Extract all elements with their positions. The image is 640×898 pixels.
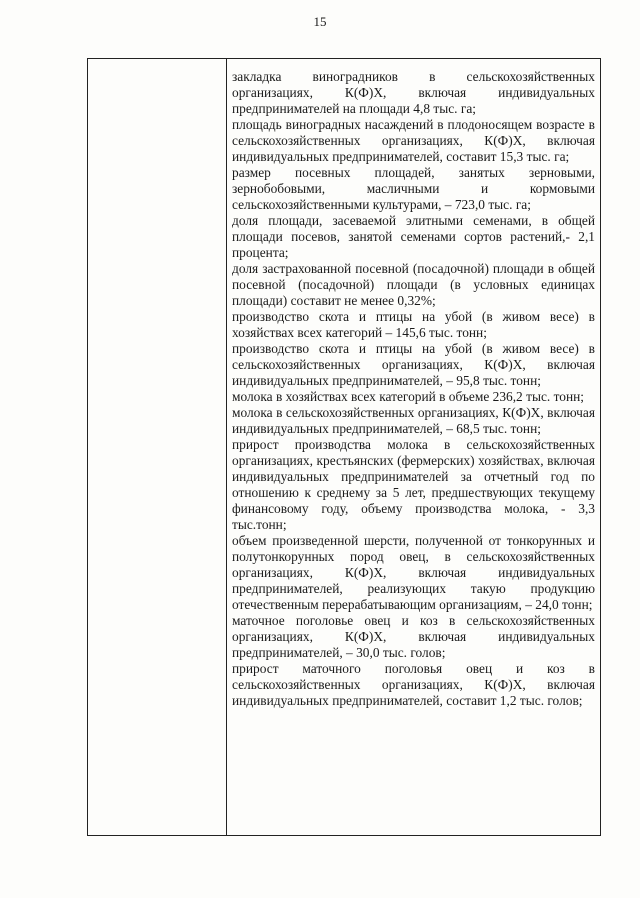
paragraph-milk-growth: прирост производства молока в сельскохозяйственных организациях, крестьянских (фермерских) хозяйствах, включая индивидуальных предпринимателей за отчетный год по отношению к среднему за 5 лет, предшествующих текущему финансовому году, объему производства молока, - 3,3 тыс.тонн;: [232, 437, 595, 532]
paragraph-insured-area: доля застрахованной посевной (посадочной) площади в общей посевной (посадочной) площади (в условных единицах площади) составит не менее 0,32%;: [232, 261, 595, 308]
paragraph-elite-seeds: доля площади, засеваемой элитными семенами, в общей площади посевов, занятой семенами сортов растений,- 2,1 процента;: [232, 213, 595, 260]
paragraph-livestock-all: производство скота и птицы на убой (в живом весе) в хозяйствах всех категорий – 145,6 тыс. тонн;: [232, 309, 595, 340]
paragraph-wool: объем произведенной шерсти, полученной от тонкорунных и полутонкорунных пород овец, в сельскохозяйственных организациях, К(Ф)Х, включая индивидуальных предпринимателей, реализующих такую продукцию отечественным перерабатывающим организациям, – 24,0 тонн;: [232, 533, 595, 612]
paragraph-vineyard-planting: закладка виноградников в сельскохозяйственных организациях, К(Ф)Х, включая индивидуальных предпринимателей на площади 4,8 тыс. га;: [232, 69, 595, 116]
column-divider: [226, 59, 227, 835]
right-cell-text: [232, 69, 595, 709]
paragraph-vineyard-area: площадь виноградных насаждений в плодоносящем возрасте в сельскохозяйственных организациях, К(Ф)Х, включая индивидуальных предпринимателей, составит 15,3 тыс. га;: [232, 117, 595, 164]
paragraph-sheep-growth: прирост маточного поголовья овец и коз в сельскохозяйственных организациях, К(Ф)Х, включая индивидуальных предпринимателей, составит 1,2 тыс. голов;: [232, 661, 595, 708]
page-number: 15: [313, 14, 327, 29]
paragraph-sheep-stock: маточное поголовье овец и коз в сельскохозяйственных организациях, К(Ф)Х, включая индивидуальных предпринимателей, – 30,0 тыс. голов;: [232, 613, 595, 660]
paragraph-milk-orgs: молока в сельскохозяйственных организациях, К(Ф)Х, включая индивидуальных предпринимателей, – 68,5 тыс. тонн;: [232, 405, 595, 436]
paragraph-livestock-orgs: производство скота и птицы на убой (в живом весе) в сельскохозяйственных организациях, К(Ф)Х, включая индивидуальных предпринимателей, – 95,8 тыс. тонн;: [232, 341, 595, 388]
paragraph-milk-all: молока в хозяйствах всех категорий в объеме 236,2 тыс. тонн;: [232, 389, 585, 404]
paragraph-sown-area: размер посевных площадей, занятых зерновыми, зернобобовыми, масличными и кормовыми сельскохозяйственными культурами, – 723,0 тыс. га;: [232, 165, 595, 212]
document-table: [87, 58, 601, 836]
